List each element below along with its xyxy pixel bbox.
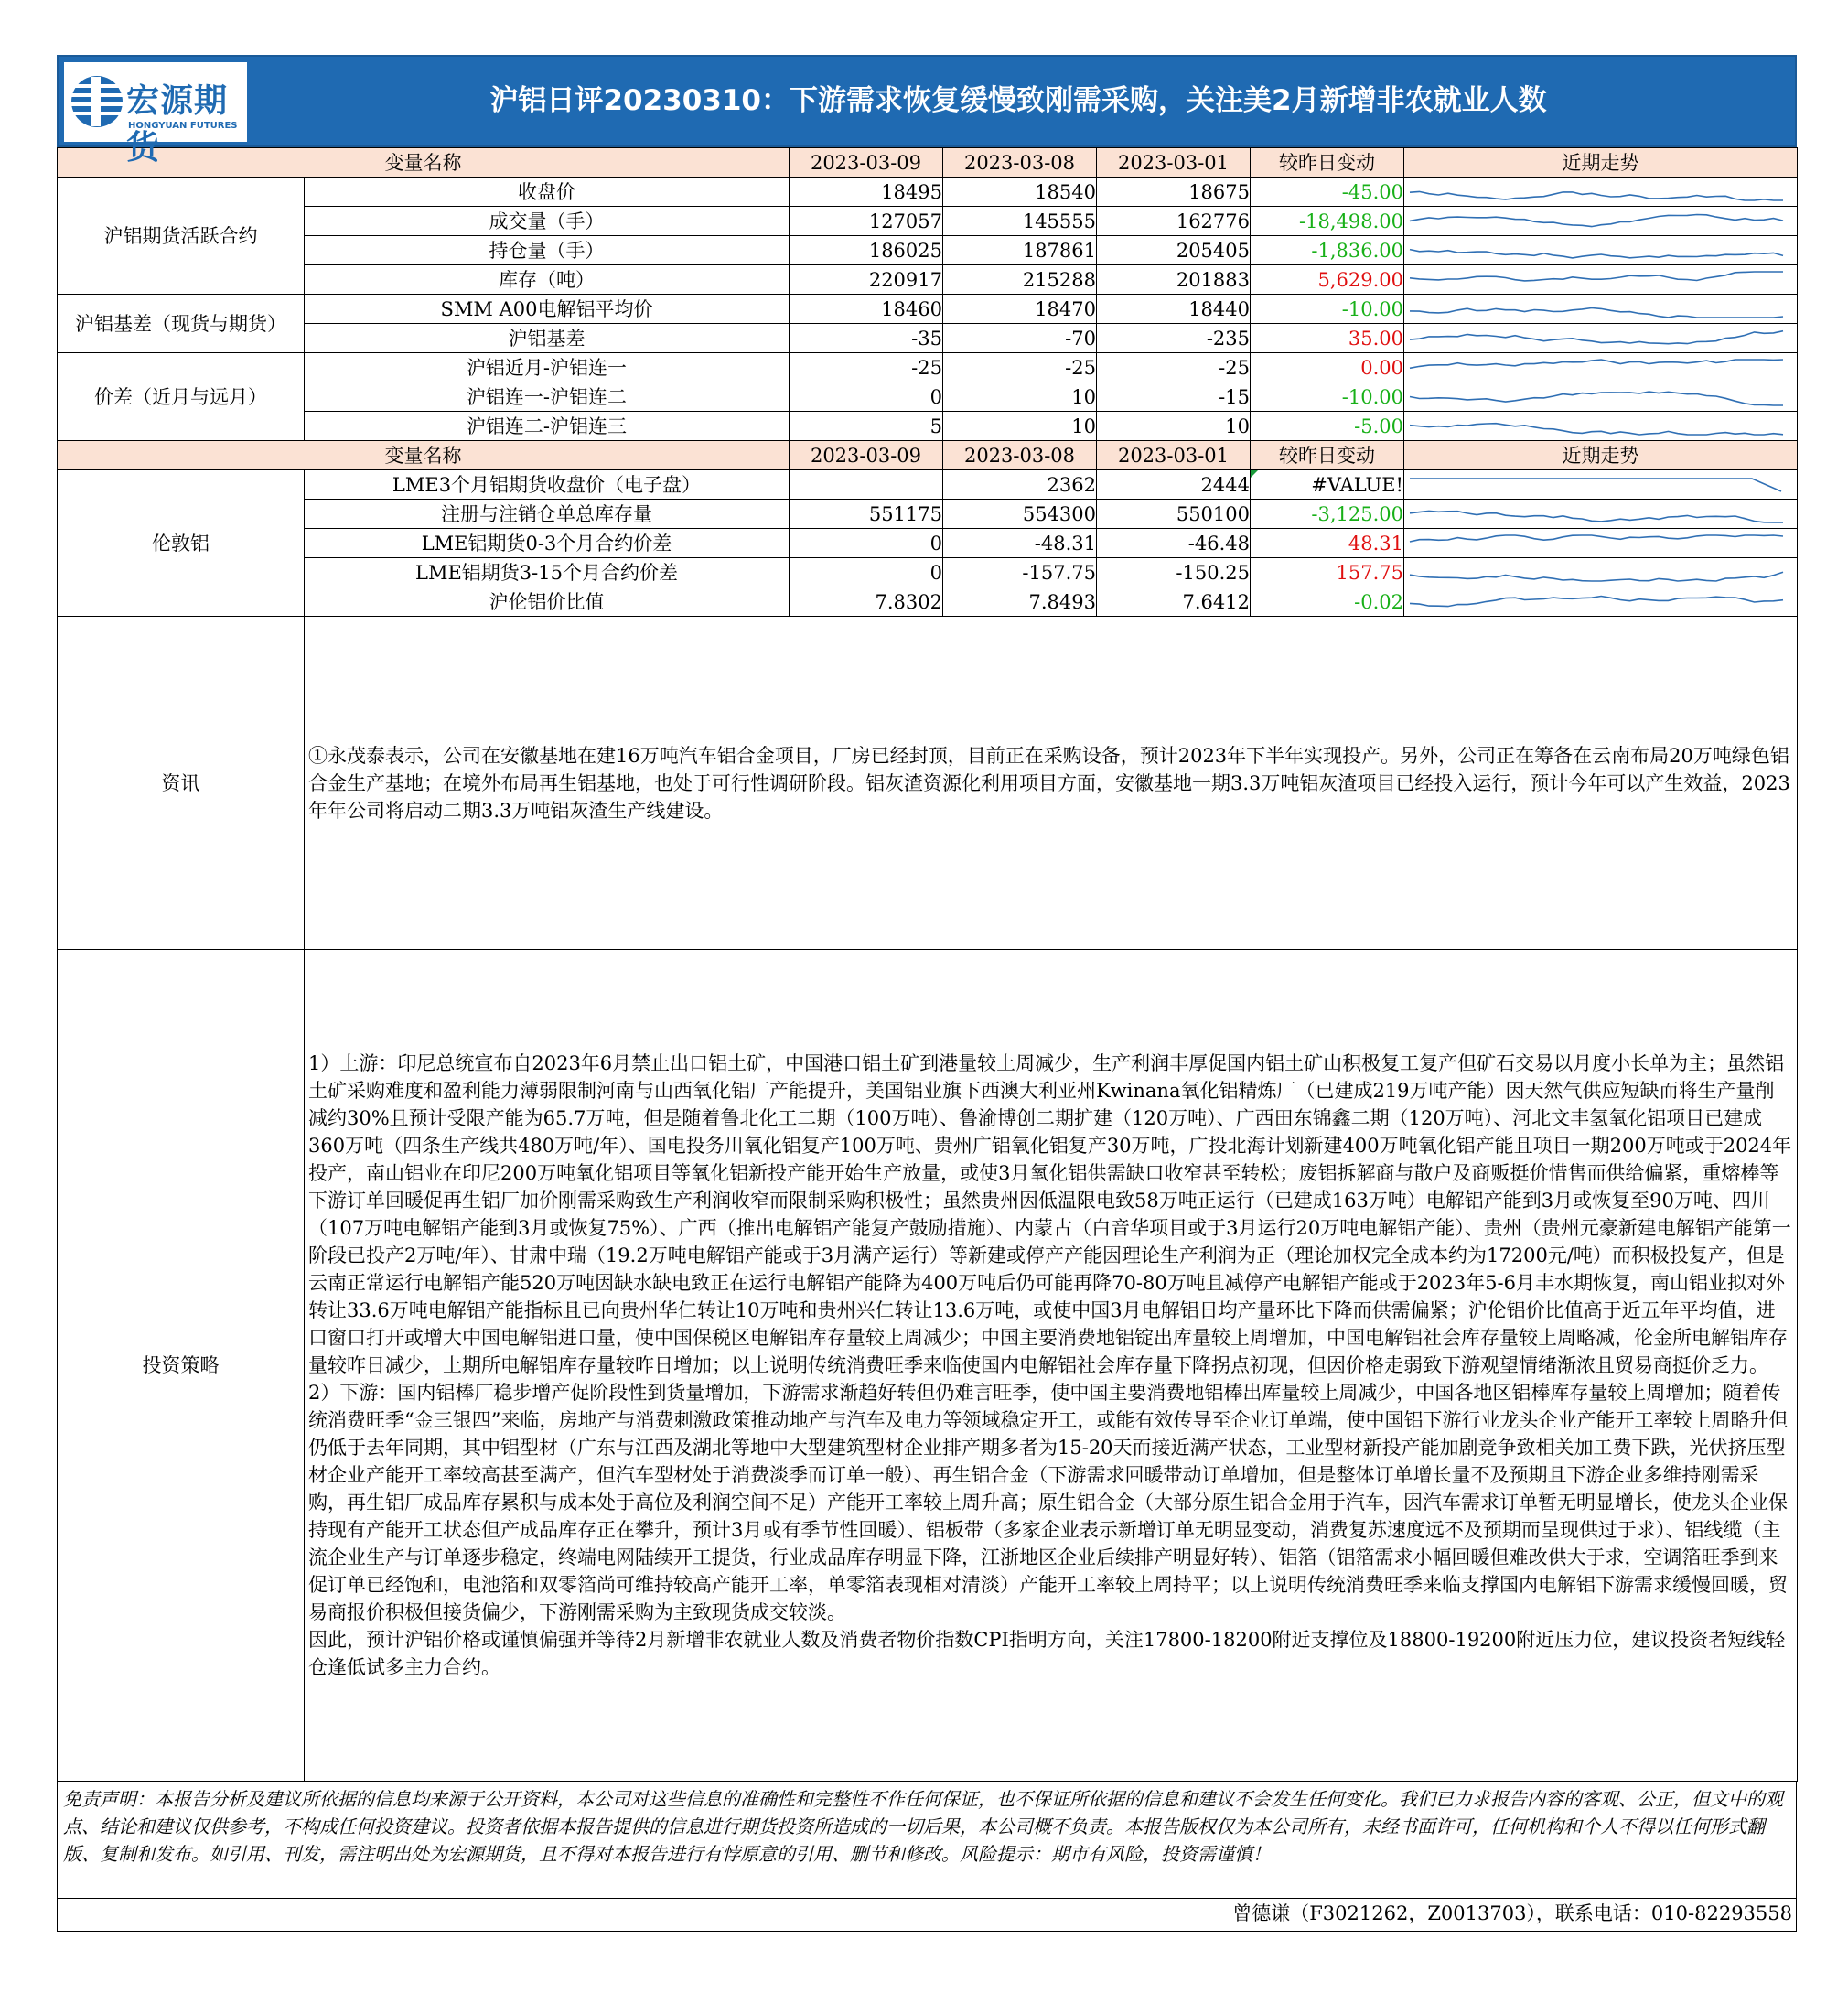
report-title: 沪铝日评20230310：下游需求恢复缓慢致刚需采购，关注美2月新增非农就业人数 [489, 84, 1547, 117]
trend-sparkline [1404, 529, 1798, 558]
value-date-2: -70 [943, 324, 1097, 353]
strategy-row [58, 950, 1798, 1782]
daily-change: -0.02 [1251, 587, 1404, 617]
value-date-1: -35 [790, 324, 943, 353]
value-date-3: -235 [1097, 324, 1251, 353]
header-change: 较昨日变动 [1251, 148, 1404, 178]
daily-change: 35.00 [1251, 324, 1404, 353]
news-row [58, 617, 1798, 950]
news-text: ①永茂泰表示，公司在安徽基地在建16万吨汽车铝合金项目，厂房已经封顶，目前正在采购设备，预计2023年下半年实现投产。另外，公司正在筹备在云南布局20万吨绿色铝合金生产基地；在境外布局再生铝基地，也处于可行性调研阶段。铝灰渣资源化利用项目方面，安徽基地一期3.3万吨铝灰渣项目已经投入运行，预计今年可以产生效益，2023年年公司将启动二期3.3万吨铝灰渣生产线建设。 [308, 744, 1790, 822]
data-table [57, 147, 1798, 1782]
value-date-2: 10 [943, 412, 1097, 441]
value-date-3: -46.48 [1097, 529, 1251, 558]
variable-name: LME铝期货3-15个月合约价差 [305, 558, 790, 587]
analyst-contact: 曾德谦（F3021262，Z0013703），联系电话：010-82293558 [57, 1899, 1797, 1932]
report-sheet [57, 55, 1797, 1932]
daily-change: -10.00 [1251, 382, 1404, 412]
table-row [58, 295, 1798, 324]
table-row [58, 353, 1798, 382]
variable-name: LME铝期货0-3个月合约价差 [305, 529, 790, 558]
trend-sparkline [1404, 324, 1798, 353]
sparkline-chart [1404, 473, 1789, 497]
header-date-3: 2023-03-01 [1097, 441, 1251, 470]
variable-name: 持仓量（手） [305, 236, 790, 265]
variable-name: 成交量（手） [305, 207, 790, 236]
disclaimer: 免责声明：本报告分析及建议所依据的信息均来源于公开资料，本公司对这些信息的准确性和完整性不作任何保证，也不保证所依据的信息和建议不会发生任何变化。我们已力求报告内容的客观、公正，但文中的观点、结论和建议仅供参考，不构成任何投资建议。投资者依据本报告提供的信息进行期货投资所造成的一切后果，本公司概不负责。本报告版权仅为本公司所有，未经书面许可，任何机构和个人不得以任何形式翻版、复制和发布。如引用、刊发，需注明出处为宏源期货，且不得对本报告进行有悖原意的引用、删节和修改。风险提示：期市有风险，投资需谨慎！ [57, 1782, 1797, 1899]
variable-name: SMM A00电解铝平均价 [305, 295, 790, 324]
sparkline-line [1410, 596, 1783, 606]
header-date-3: 2023-03-01 [1097, 148, 1251, 178]
sparkline-line [1410, 249, 1783, 257]
value-date-3: 201883 [1097, 265, 1251, 295]
sparkline-chart [1404, 532, 1789, 555]
group-label: 沪铝基差（现货与期货） [58, 295, 305, 353]
value-date-3: 18675 [1097, 178, 1251, 207]
group-label: 伦敦铝 [58, 470, 305, 617]
strategy-conclusion: 因此，预计沪铝价格或谨慎偏强并等待2月新增非农就业人数及消费者物价指数CPI指明方向，关注17800-18200附近支撑位及18800-19200附近压力位，建议投资者短线轻仓逢低试多主力合约。 [308, 1629, 1786, 1678]
table-row [58, 587, 1798, 617]
value-date-2: 145555 [943, 207, 1097, 236]
table-row [58, 207, 1798, 236]
sparkline-line [1410, 360, 1783, 368]
trend-sparkline [1404, 412, 1798, 441]
variable-name: 沪伦铝价比值 [305, 587, 790, 617]
logo-chinese-text: 宏源期货 [126, 82, 229, 167]
trend-sparkline [1404, 265, 1798, 295]
value-date-1: 18495 [790, 178, 943, 207]
value-date-2: 215288 [943, 265, 1097, 295]
sparkline-line [1410, 214, 1783, 226]
group-label: 沪铝期货活跃合约 [58, 178, 305, 295]
strategy-content [305, 950, 1798, 1782]
variable-name: LME3个月铝期货收盘价（电子盘） [305, 470, 790, 500]
value-date-3: -150.25 [1097, 558, 1251, 587]
strategy-label: 投资策略 [58, 950, 305, 1782]
header-date-1: 2023-03-09 [790, 148, 943, 178]
daily-change: -45.00 [1251, 178, 1404, 207]
sparkline-line [1410, 423, 1783, 434]
value-date-3: 550100 [1097, 500, 1251, 529]
value-date-3: 7.6412 [1097, 587, 1251, 617]
sparkline-line [1410, 330, 1783, 343]
table-row [58, 324, 1798, 353]
section-header-row [58, 148, 1798, 178]
value-date-2: 7.8493 [943, 587, 1097, 617]
variable-name: 沪铝近月-沪铝连一 [305, 353, 790, 382]
sparkline-line [1410, 535, 1783, 542]
trend-sparkline [1404, 558, 1798, 587]
daily-change: 5,629.00 [1251, 265, 1404, 295]
sparkline-line [1410, 479, 1781, 491]
sparkline-chart [1404, 590, 1789, 614]
value-date-1: 0 [790, 558, 943, 587]
table-row [58, 412, 1798, 441]
trend-sparkline [1404, 295, 1798, 324]
trend-sparkline [1404, 500, 1798, 529]
daily-change: -1,836.00 [1251, 236, 1404, 265]
sparkline-chart [1404, 180, 1789, 204]
daily-change: -10.00 [1251, 295, 1404, 324]
section-header-row [58, 441, 1798, 470]
table-row [58, 500, 1798, 529]
daily-change: -5.00 [1251, 412, 1404, 441]
value-date-3: 18440 [1097, 295, 1251, 324]
daily-change: 0.00 [1251, 353, 1404, 382]
table-row [58, 529, 1798, 558]
strategy-downstream: 2）下游：国内铝棒厂稳步增产促阶段性到货量增加，下游需求渐趋好转但仍难言旺季，使中国主要消费地铝棒出库量较上周减少，中国各地区铝棒库存量较上周增加；随着传统消费旺季“金三银四”来临，房地产与消费刺激政策推动地产与汽车及电力等领域稳定开工，或能有效传导至企业订单端，使中国铝下游行业龙头企业产能开工率较上周略升但仍低于去年同期，其中铝型材（广东与江西及湖北等地中大型建筑型材企业排产期多者为15-20天而接近满产状态，工业型材新投产能加剧竞争致相关加工费下跌，光伏挤压型材企业产能开工率较高甚至满产，但汽车型材处于消费淡季而订单一般）、再生铝合金（下游需求回暖带动订单增加，但是整体订单增长量不及预期且下游企业多维持刚需采购，再生铝厂成品库存累积与成本处于高位及利润空间不足）产能开工率较上周升高；原生铝合金（大部分原生铝合金用于汽车，因汽车需求订单暂无明显增长，使龙头企业保持现有产能开工状态但产成品库存正在攀升，预计3月或有季节性回暖）、铝板带（多家企业表示新增订单无明显变动，消费复苏速度远不及预期而呈现供过于求）、铝线缆（主流企业生产与订单逐步稳定，终端电网陆续开工提货，行业成品库存明显下降，江浙地区企业后续排产明显好转）、铝箔（铝箔需求小幅回暖但难改供大于求，空调箔旺季到来促订单已经饱和，电池箔和双零箔尚可维持较高产能开工率，单零箔表现相对清淡）产能开工率较上周持平；以上说明传统消费旺季来临支撑国内电解铝下游需求缓慢回暖，贸易商报价积极但接货偏少，下游刚需采购为主致现货成交较淡。 [308, 1382, 1789, 1623]
sparkline-line [1410, 191, 1783, 200]
value-date-2: 18470 [943, 295, 1097, 324]
value-date-3: -25 [1097, 353, 1251, 382]
value-date-1: 5 [790, 412, 943, 441]
news-content [305, 617, 1798, 950]
trend-sparkline [1404, 470, 1798, 500]
value-date-3: 10 [1097, 412, 1251, 441]
value-date-1: 186025 [790, 236, 943, 265]
daily-change: -3,125.00 [1251, 500, 1404, 529]
daily-change: -18,498.00 [1251, 207, 1404, 236]
value-date-1: 0 [790, 382, 943, 412]
trend-sparkline [1404, 587, 1798, 617]
value-date-1: 18460 [790, 295, 943, 324]
value-date-2: 187861 [943, 236, 1097, 265]
sparkline-chart [1404, 268, 1789, 292]
sparkline-chart [1404, 297, 1789, 321]
variable-name: 注册与注销仓单总库存量 [305, 500, 790, 529]
table-row [58, 470, 1798, 500]
sparkline-chart [1404, 210, 1789, 233]
daily-change: 157.75 [1251, 558, 1404, 587]
header-var-name: 变量名称 [58, 148, 790, 178]
table-row [58, 236, 1798, 265]
value-date-1: 127057 [790, 207, 943, 236]
trend-sparkline [1404, 382, 1798, 412]
value-date-1 [790, 470, 943, 500]
value-date-1: 0 [790, 529, 943, 558]
sparkline-chart [1404, 561, 1789, 585]
value-date-1: 220917 [790, 265, 943, 295]
header-trend: 近期走势 [1404, 441, 1798, 470]
trend-sparkline [1404, 207, 1798, 236]
variable-name: 沪铝基差 [305, 324, 790, 353]
sparkline-chart [1404, 327, 1789, 350]
table-row [58, 265, 1798, 295]
table-row [58, 178, 1798, 207]
header-trend: 近期走势 [1404, 148, 1798, 178]
value-date-2: 10 [943, 382, 1097, 412]
sparkline-line [1410, 307, 1783, 318]
value-date-1: 7.8302 [790, 587, 943, 617]
value-date-2: 2362 [943, 470, 1097, 500]
group-label: 价差（近月与远月） [58, 353, 305, 441]
daily-change: #VALUE! [1251, 470, 1404, 500]
logo-english-text: HONGYUAN FUTURES [128, 121, 238, 131]
value-date-1: -25 [790, 353, 943, 382]
news-label: 资讯 [58, 617, 305, 950]
logo-globe-icon [70, 71, 124, 132]
value-date-2: 18540 [943, 178, 1097, 207]
variable-name: 沪铝连二-沪铝连三 [305, 412, 790, 441]
daily-change: 48.31 [1251, 529, 1404, 558]
trend-sparkline [1404, 236, 1798, 265]
strategy-upstream: 1）上游：印尼总统宣布自2023年6月禁止出口铝土矿，中国港口铝土矿到港量较上周减少，生产利润丰厚促国内铝土矿山积极复工复产但矿石交易以月度小长单为主；虽然铝土矿采购难度和盈利能力薄弱限制河南与山西氧化铝厂产能提升，美国铝业旗下西澳大利亚州Kwinana氧化铝精炼厂（已建成219万吨产能）因天然气供应短缺而将生产量削减约30%且预计受限产能为65.7万吨，但是随着鲁北化工二期（100万吨）、鲁渝博创二期扩建（120万吨）、广西田东锦鑫二期（120万吨）、河北文丰氢氧化铝项目已建成360万吨（四条生产线共480万吨/年）、国电投务川氧化铝复产100万吨、贵州广铝氧化铝复产30万吨，广投北海计划新建400万吨氧化铝产能且项目一期200万吨或于2024年投产，南山铝业在印尼200万吨氧化铝项目等氧化铝新投产能开始生产放量，或使3月氧化铝供需缺口收窄甚至转松；废铝拆解商与散户及商贩挺价惜售而供给偏紧，重熔棒等下游订单回暖促再生铝厂加价刚需采购致生产利润收窄而限制采购积极性；虽然贵州因低温限电致58万吨正运行（已建成163万吨）电解铝产能到3月或恢复至90万吨、四川（107万吨电解铝产能到3月或恢复75%）、广西（推出电解铝产能复产鼓励措施）、内蒙古（白音华项目或于3月运行20万吨电解铝产能）、贵州（贵州元豪新建电解铝产能第一阶段已投产2万吨/年）、甘肃中瑞（19.2万吨电解铝产能或于3月满产运行）等新建或停产产能因理论生产利润为正（理论加权完全成本约为17200元/吨）而积极投复产，但是云南正常运行电解铝产能520万吨因缺水缺电致正在运行电解铝产能降为400万吨后仍可能再降70-80万吨且减停产电解铝产能或于2023年5-6月丰水期恢复，南山铝业拟对外转让33.6万吨电解铝产能指标且已向贵州华仁转让10万吨和贵州兴仁转让13.6万吨，或使中国3月电解铝日均产量环比下降而供需偏紧；沪伦铝价比值高于近五年平均值，进口窗口打开或增大中国电解铝进口量，使中国保税区电解铝库存量较上周减少；中国主要消费地铝锭出库量较上周增加，中国电解铝社会库存量较上周略减，伦金所电解铝库存量较昨日减少，上期所电解铝库存量较昨日增加；以上说明传统消费旺季来临使国内电解铝社会库存量下降拐点初现，但因价格走弱致下游观望情绪渐浓且贸易商挺价乏力。 [308, 1052, 1792, 1376]
sparkline-chart [1404, 502, 1789, 526]
value-date-2: -48.31 [943, 529, 1097, 558]
trend-sparkline [1404, 178, 1798, 207]
variable-name: 库存（吨） [305, 265, 790, 295]
value-date-2: -25 [943, 353, 1097, 382]
header-date-1: 2023-03-09 [790, 441, 943, 470]
header-var-name: 变量名称 [58, 441, 790, 470]
sparkline-line [1410, 511, 1783, 522]
value-date-2: 554300 [943, 500, 1097, 529]
value-date-2: -157.75 [943, 558, 1097, 587]
header-date-2: 2023-03-08 [943, 441, 1097, 470]
sparkline-line [1410, 572, 1783, 581]
sparkline-chart [1404, 385, 1789, 409]
sparkline-line [1410, 272, 1783, 281]
value-date-3: 205405 [1097, 236, 1251, 265]
sparkline-chart [1404, 356, 1789, 380]
variable-name: 沪铝连一-沪铝连二 [305, 382, 790, 412]
header-date-2: 2023-03-08 [943, 148, 1097, 178]
sparkline-line [1410, 392, 1783, 405]
sparkline-chart [1404, 415, 1789, 438]
value-date-3: 162776 [1097, 207, 1251, 236]
variable-name: 收盘价 [305, 178, 790, 207]
value-date-1: 551175 [790, 500, 943, 529]
value-date-3: -15 [1097, 382, 1251, 412]
table-row [58, 382, 1798, 412]
value-date-3: 2444 [1097, 470, 1251, 500]
table-row [58, 558, 1798, 587]
trend-sparkline [1404, 353, 1798, 382]
company-logo [64, 62, 247, 167]
sparkline-chart [1404, 239, 1789, 263]
error-indicator-icon [1251, 470, 1258, 478]
header-change: 较昨日变动 [1251, 441, 1404, 470]
